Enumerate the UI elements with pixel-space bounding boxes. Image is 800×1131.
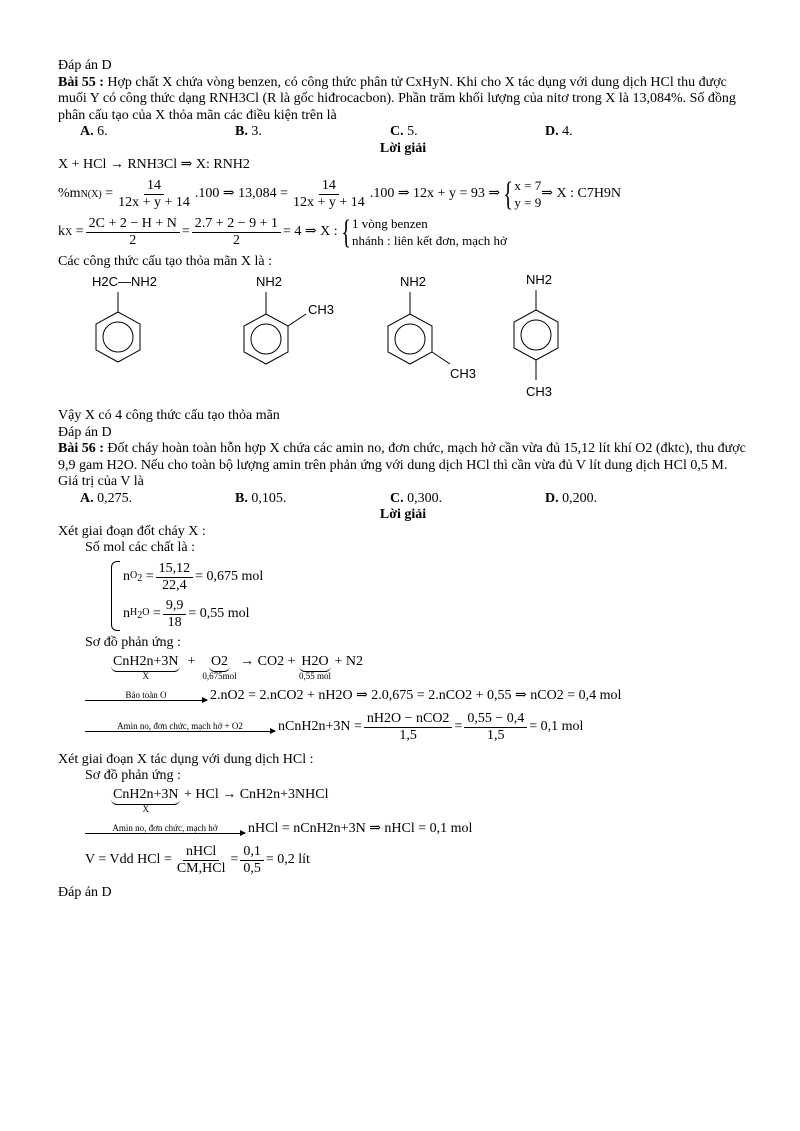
q55-statement — [58, 75, 748, 125]
q55-conclusion: Vậy X có 4 công thức cấu tạo thỏa mãn — [58, 408, 280, 424]
q56-moles-intro: Số mol các chất là : — [85, 540, 196, 556]
q55-option-a: A. 6. — [80, 124, 108, 140]
q55-answer: Đáp án D — [58, 424, 112, 440]
q56-moles-system: n $O_2$ = $\frac{15,12}{22,4}$ = 0,675 mol n $H_2O$ = $\frac{9,9}{18}$ = 0,55 mol — [58, 561, 748, 631]
document-page — [58, 58, 748, 901]
q56-stage1: Xét giai đoạn đốt cháy X : — [58, 523, 206, 539]
q56-answer: Đáp án D — [58, 884, 112, 900]
structure-4-nh2: NH2 — [526, 272, 553, 288]
structure-3-nh2: NH2 — [400, 274, 427, 290]
q56-scheme: Sơ đồ phản ứng : — [85, 635, 181, 651]
structure-2-ch3: CH3 — [308, 302, 335, 318]
q56-reaction2: CnH2n+3N X + HCl → CnH2n+3NHCl — [113, 786, 329, 815]
q55-option-d: D. 4. — [545, 124, 573, 140]
q56-option-b: B. 0,105. — [235, 490, 287, 506]
q56-stage2: Xét giai đoạn X tác dụng với dung dịch HCl : — [58, 751, 314, 767]
q56-label: Bài 56 : — [58, 441, 104, 457]
q55-options — [58, 124, 748, 141]
q56-reaction: CnH2n+3N X + O2 0,675mol → CO2 + H2O 0,55 mol + N2 — [113, 653, 364, 682]
q56-options — [58, 491, 748, 508]
q55-option-b: B. 3. — [235, 124, 262, 140]
q55-structures-intro: Các công thức cấu tạo thỏa mãn X là : — [58, 253, 273, 269]
q56-bt-o: Bảo toàn O 2.nO2 = 2.nCO2 + nH2O ⇒ 2.0,675 = 2.nCO2 + 0,55 ⇒ nCO2 = 0,4 mol — [58, 688, 748, 705]
q55-text: Hợp chất X chứa vòng benzen, có công thức phân tử CxHyN. Khi cho X tác dụng với dung dịch HCl thu được muối Y có công thức dạng RNH3Cl (R là gốc hiđrocacbon). Phần trăm khối lượng của nitơ trong X là 13,084%. Số đồng phân cấu tạo của X thỏa mãn các điều kiện trên là — [58, 74, 736, 123]
q55-option-c: C. 5. — [390, 124, 418, 140]
q55-solution-title: Lời giải — [379, 140, 427, 156]
q56-option-c: C. 0,300. — [390, 490, 443, 506]
q55-label: Bài 55 : — [58, 74, 104, 90]
q55-eq3: k X = $\frac{2C + 2 - H + N}{2}$ = $\frac{2.7 + 2 - 9 + 1}{2}$ = 4 ⇒ X : { 1 vòng benzen nhánh : liên kết đơn, mạch hở — [58, 213, 507, 251]
structure-1-label: H2C—NH2 — [92, 274, 158, 290]
structure-o-toluidine — [244, 292, 306, 364]
top-answer: Đáp án D — [58, 58, 112, 73]
q56-amin-moles: Amin no, đơn chức, mạch hở + O2 nCnH2n+3N = $\frac{\text{nH2O − nCO2}}{1,5}$ = $\frac{0,55 - 0,4}{1,5}$ = 0,1 mol — [58, 711, 748, 744]
structure-p-toluidine — [514, 290, 558, 380]
q56-option-a: A. 0,275. — [80, 490, 133, 506]
structure-2-nh2: NH2 — [256, 274, 283, 290]
structure-benzylamine — [96, 292, 140, 362]
q56-hcl-moles: Amin no, đơn chức, mạch hở nHCl = nCnH2n+3N ⇒ nHCl = 0,1 mol — [58, 821, 748, 838]
q56-option-d: D. 0,200. — [545, 490, 598, 506]
q56-text: Đốt cháy hoàn toàn hỗn hợp X chứa các amin no, đơn chức, mạch hở cần vừa đủ 15,12 lít khí O2 (đktc), thu được 9,9 gam H2O. Nếu cho toàn bộ lượng amin trên phản ứng với dung dịch HCl thì cần vừa đủ V lít dung dịch HCl 0,5 M. Giá trị của V là — [58, 441, 746, 490]
q55-eq2: %m N(X) = $\frac{14}{12x + y + 14}$ .100 ⇒ 13,084 = $\frac{14}{12x + y + 14}$ .100 ⇒ 12x + y = 93 ⇒ { x = 7 y = 9 ⇒ X : C7H9N — [58, 175, 622, 213]
structures-figure — [88, 270, 568, 402]
q56-scheme2: Sơ đồ phản ứng : — [85, 768, 181, 784]
q55-eq1: X + HCl → RNH3Cl ⇒ X: RNH2 — [58, 157, 250, 173]
q56-statement — [58, 441, 748, 491]
structure-m-toluidine — [388, 292, 450, 364]
structure-4-ch3: CH3 — [526, 384, 553, 400]
q56-solution-title: Lời giải — [379, 507, 427, 523]
q56-volume: V = Vdd HCl = $\frac{\text{nHCl}}{\text{CM,HCl}}$ = $\frac{0,1}{0,5}$ = 0,2 lít — [85, 843, 310, 876]
structure-3-ch3: CH3 — [450, 366, 477, 382]
